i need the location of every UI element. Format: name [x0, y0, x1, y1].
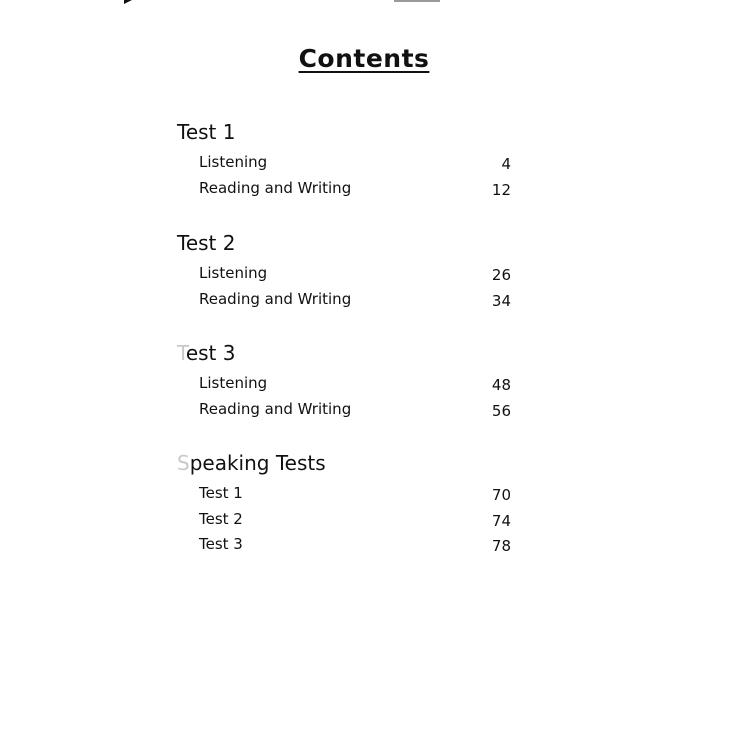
- toc-entry-page-number: 34: [491, 291, 511, 310]
- section-heading-faded-letter: S: [177, 451, 190, 475]
- section-heading: [177, 231, 517, 255]
- section-heading-text: est 3: [185, 341, 236, 365]
- section-heading-faded-letter: T: [177, 341, 186, 365]
- toc-entry-page-number: 74: [491, 511, 511, 530]
- section-heading-text: peaking Tests: [189, 451, 326, 475]
- toc-entry-label: Test 3: [199, 535, 243, 553]
- toc-entry-label: Listening: [199, 264, 268, 282]
- section-heading: [177, 451, 517, 475]
- toc-entry-page-number: 78: [491, 537, 511, 555]
- section-heading-text: Test 2: [177, 231, 236, 255]
- toc-entry-page-number: 56: [491, 401, 511, 420]
- toc-entry-label: Listening: [199, 153, 268, 171]
- page-left-margin: [0, 0, 124, 750]
- toc-entry: [177, 178, 517, 204]
- toc-entry-label: Reading and Writing: [199, 289, 352, 308]
- section-heading: [177, 120, 517, 144]
- toc-entry: [177, 509, 517, 535]
- section-test-3: [177, 341, 517, 424]
- toc-entry: [177, 263, 517, 289]
- toc-entry-label: Test 2: [199, 509, 243, 528]
- toc-entry-page-number: 12: [491, 180, 511, 199]
- toc-entry: [177, 534, 517, 560]
- toc-entry-page-number: 26: [491, 266, 511, 284]
- toc-entry-label: Reading and Writing: [199, 399, 352, 418]
- toc-entry: [177, 289, 517, 315]
- toc-entry: [177, 373, 517, 399]
- toc-entry-label: Reading and Writing: [199, 178, 352, 197]
- toc-entry-label: Test 1: [199, 484, 243, 502]
- toc-entry: [177, 399, 517, 425]
- section-test-2: [177, 231, 517, 314]
- toc-entry: [177, 152, 517, 178]
- section-heading: [177, 341, 517, 365]
- section-speaking-tests: [177, 451, 517, 560]
- page-title: [0, 44, 728, 73]
- toc-entry-page-number: 70: [491, 486, 511, 504]
- corner-mark: [124, 0, 132, 4]
- toc-entry: [177, 483, 517, 509]
- toc-entry-page-number: 4: [501, 155, 511, 173]
- page-title-text: Contents: [298, 44, 430, 73]
- section-heading-text: Test 1: [177, 120, 236, 144]
- top-edge-mark: [394, 0, 440, 2]
- toc-entry-page-number: 48: [491, 376, 511, 394]
- section-test-1: [177, 120, 517, 203]
- toc-entry-label: Listening: [199, 374, 268, 392]
